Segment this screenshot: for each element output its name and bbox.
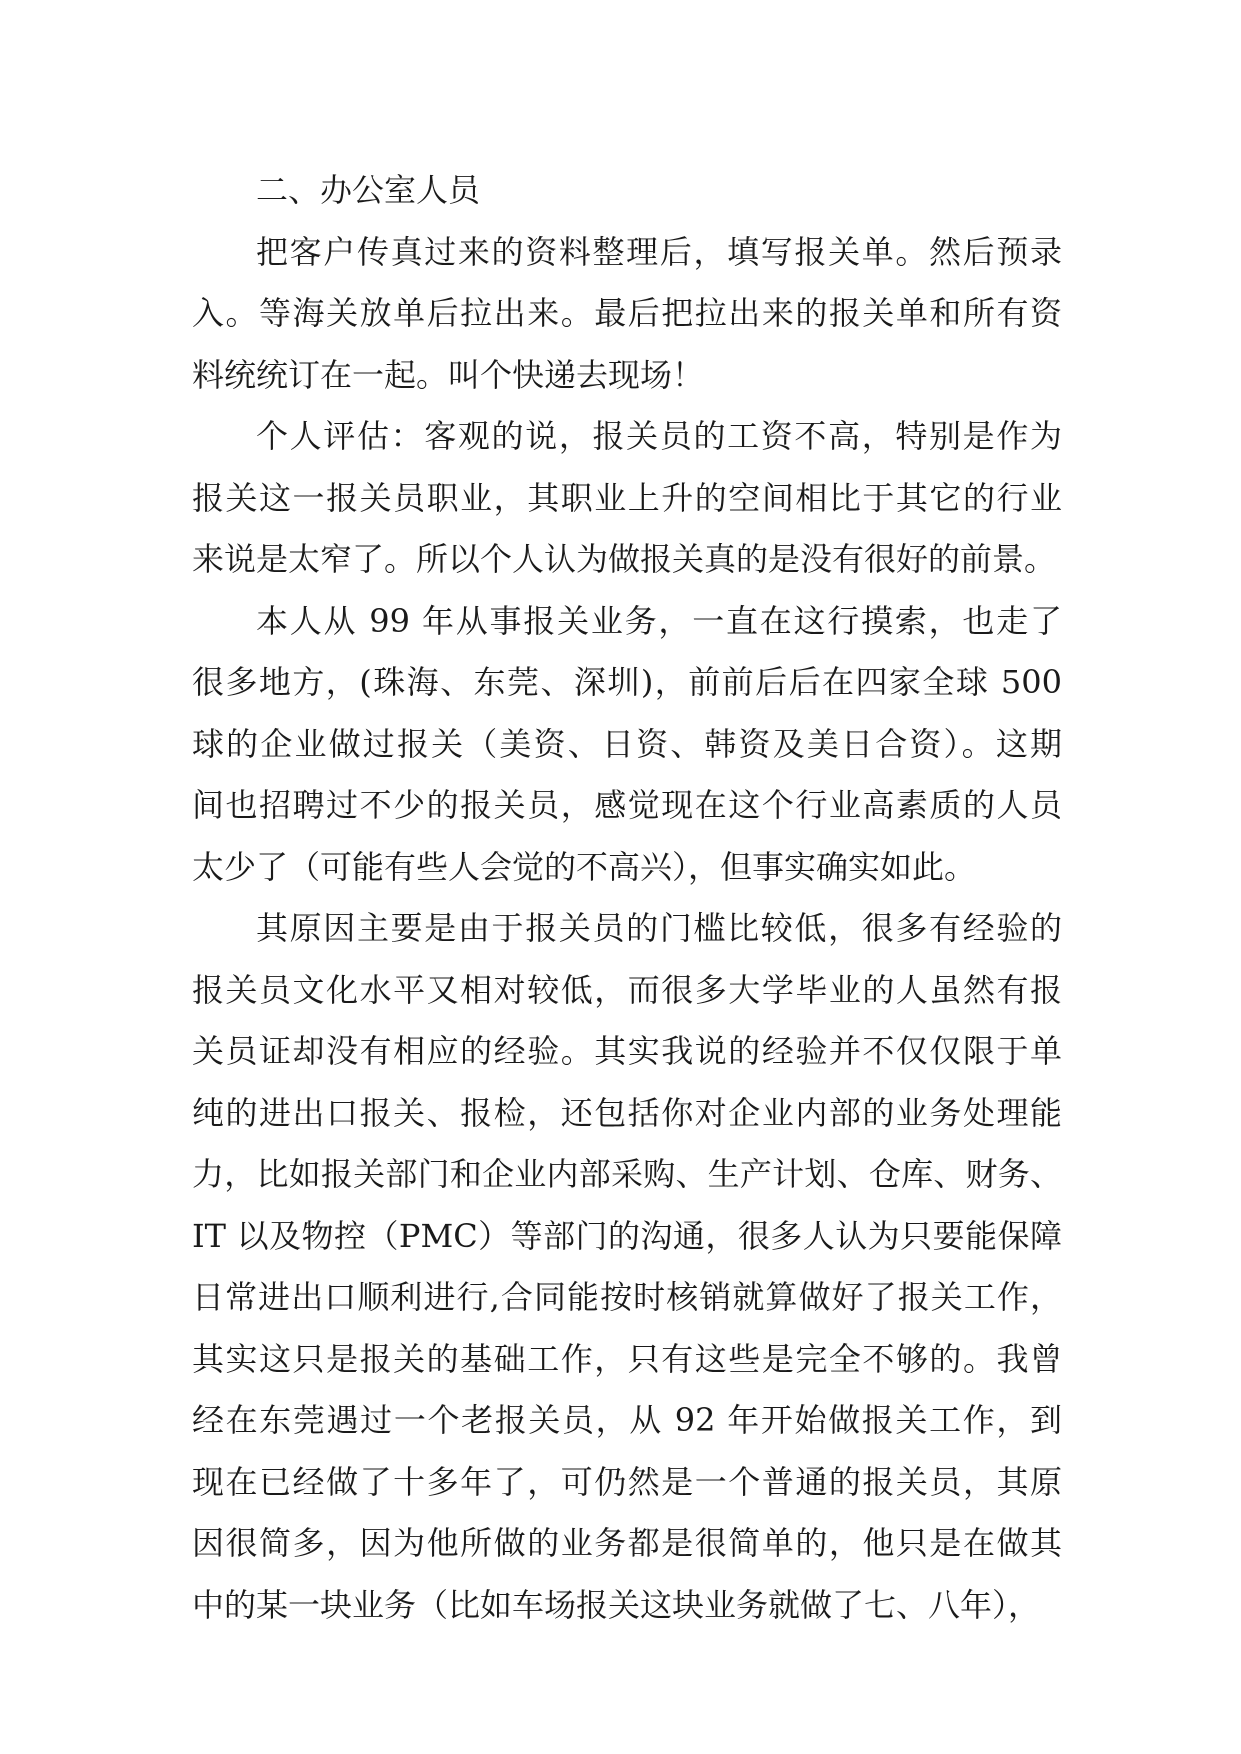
paragraph-line: 球的企业做过报关（美资、日资、韩资及美日合资）。这期: [192, 724, 1062, 763]
paragraph-line: 间也招聘过不少的报关员，感觉现在这个行业高素质的人员: [192, 786, 1062, 824]
paragraph-line: IT 以及物控（PMC）等部门的沟通，很多人认为只要能保障: [192, 1216, 1062, 1255]
paragraph-line: 纯的进出口报关、报检，还包括你对企业内部的业务处理能: [192, 1093, 1062, 1132]
paragraph-line: 力，比如报关部门和企业内部采购、生产计划、仓库、财务、: [192, 1155, 1062, 1193]
paragraph-line: 来说是太窄了。所以个人认为做报关真的是没有很好的前景。: [192, 540, 1057, 578]
paragraph-line: 料统统订在一起。叫个快递去现场！: [192, 355, 705, 394]
heading-text: 二、办公室人员: [256, 171, 481, 209]
paragraph-line: 其实这只是报关的基础工作，只有这些是完全不够的。我曾: [192, 1339, 1062, 1378]
paragraph-line: 很多地方，(珠海、东莞、深圳)，前前后后在四家全球 500: [192, 663, 1062, 701]
paragraph-line: 日常进出口顺利进行,合同能按时核销就算做好了报关工作，: [192, 1278, 1062, 1316]
paragraph-line: 本人从 99 年从事报关业务，一直在这行摸索，也走了: [256, 601, 1062, 640]
paragraph-office-duties: [192, 222, 1062, 407]
paragraph-line: 入。等海关放单后拉出来。最后把拉出来的报关单和所有资: [192, 294, 1062, 332]
paragraph-line: 把客户传真过来的资料整理后，填写报关单。然后预录: [256, 232, 1062, 271]
paragraph-line: 经在东莞遇过一个老报关员，从 92 年开始做报关工作，到: [192, 1401, 1062, 1439]
paragraph-line: 太少了（可能有些人会觉的不高兴），但事实确实如此。: [192, 847, 977, 886]
paragraph-experience: [192, 591, 1062, 899]
paragraph-line: 报关员文化水平又相对较低，而很多大学毕业的人虽然有报: [192, 970, 1062, 1009]
paragraph-line: 现在已经做了十多年了，可仍然是一个普通的报关员，其原: [192, 1462, 1062, 1501]
paragraph-line: 关员证却没有相应的经验。其实我说的经验并不仅仅限于单: [192, 1032, 1062, 1070]
paragraph-line: 中的某一块业务（比如车场报关这块业务就做了七、八年），: [192, 1585, 1041, 1624]
paragraph-personal-evaluation: [192, 406, 1062, 591]
paragraph-reasons: [192, 898, 1062, 1636]
paragraph-line: 个人评估：客观的说，报关员的工资不高，特别是作为: [256, 417, 1062, 455]
paragraph-line: 因很简多，因为他所做的业务都是很简单的，他只是在做其: [192, 1524, 1062, 1562]
document-body: [192, 160, 1062, 1636]
paragraph-line: 其原因主要是由于报关员的门槛比较低，很多有经验的: [256, 909, 1062, 947]
section-heading: [192, 160, 1062, 222]
paragraph-line: 报关这一报关员职业，其职业上升的空间相比于其它的行业: [192, 478, 1062, 517]
